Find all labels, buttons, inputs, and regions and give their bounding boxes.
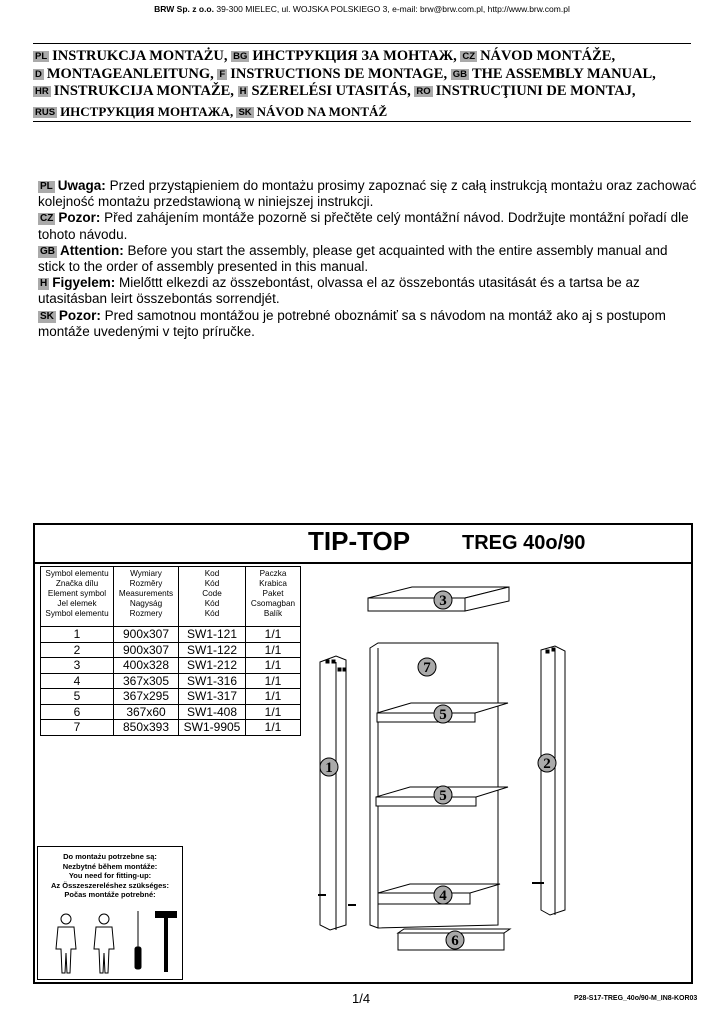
- lang-tag: CZ: [462, 51, 476, 62]
- warning-text: Before you start the assembly, please get acquainted with the entire assembly manual and stick to the order of assembly presented in this manual.: [38, 242, 668, 275]
- cell-code: SW1-408: [179, 704, 246, 720]
- tools-line: You need for fitting-up:: [68, 871, 152, 880]
- header-text: Paczka Krabica Paket Csomagban Balík: [250, 569, 296, 618]
- lang-tag: D: [35, 68, 42, 80]
- cell-package: 1/1: [246, 673, 301, 689]
- title-text: INSTRUKCJA MONTAŻU,: [52, 48, 228, 64]
- cell-symbol: 4: [41, 673, 114, 689]
- tools-line: Do montażu potrzebne są:: [63, 852, 157, 861]
- lang-tag: GB: [40, 245, 55, 257]
- warning-label: Figyelem:: [52, 275, 116, 291]
- lang-tag: PL: [35, 51, 48, 62]
- title-text: NÁVOD MONTÁŽE,: [480, 48, 616, 64]
- svg-text:4: 4: [439, 888, 447, 904]
- cell-symbol: 2: [41, 642, 114, 658]
- title-text: INSTRUCŢIUNI DE MONTAJ,: [435, 83, 636, 99]
- warning-text: Pred samotnou montážou je potrebné oboznámiť sa s návodom na montáž ako aj s postupom montáže uvedenými v tejto príručke.: [38, 307, 666, 339]
- part-label-4: [434, 886, 452, 904]
- part-label-5-upper: [434, 705, 452, 723]
- cell-symbol: 7: [41, 720, 114, 736]
- title-text: SZERELÉSI UTASITÁS,: [251, 83, 411, 99]
- warning-text: Przed przystąpieniem do montażu prosimy zapoznać się z całą instrukcją montażu oraz zachować kolejność montażu przedstawioną w niniejszej instrukcji.: [38, 178, 697, 210]
- title-text: NÁVOD NA MONTÁŽ: [256, 103, 388, 119]
- title-text: ИНСТРУКЦИЯ МОНТАЖА,: [60, 103, 234, 119]
- cell-size: 900x307: [114, 627, 179, 643]
- cell-package: 1/1: [246, 658, 301, 674]
- tools-line: Nezbytné během montáže:: [62, 861, 158, 871]
- lang-tag: HR: [35, 86, 49, 97]
- svg-text:7: 7: [423, 660, 431, 676]
- page-number: 1/4: [352, 991, 371, 1006]
- title-text: INSTRUCTIONS DE MONTAGE,: [230, 65, 448, 82]
- cell-symbol: 6: [41, 704, 114, 720]
- svg-text:6: 6: [451, 933, 459, 949]
- lang-tag: CZ: [40, 213, 54, 225]
- cell-package: 1/1: [246, 689, 301, 705]
- cell-code: SW1-121: [179, 627, 246, 643]
- header-text: Symbol elementu Značka dílu Element symbol Jel elemek Symbol elementu: [45, 569, 109, 618]
- lang-tag: H: [239, 86, 247, 97]
- title-text: INSTRUKCIJA MONTAŽE,: [53, 83, 234, 99]
- lang-tag: SK: [40, 310, 54, 322]
- part-label-3: [434, 591, 452, 609]
- header-text: Wymiary Rozměry Measurements Nagyság Rozmery: [118, 569, 174, 618]
- lang-tag: H: [40, 278, 48, 290]
- part-label-1: [320, 758, 338, 776]
- svg-text:5: 5: [439, 707, 447, 723]
- cell-package: 1/1: [246, 704, 301, 720]
- lang-tag: RUS: [35, 106, 56, 118]
- cell-symbol: 3: [41, 658, 114, 674]
- svg-text:2: 2: [543, 756, 551, 772]
- product-name: TIP-TOP: [308, 526, 411, 556]
- title-text: MONTAGEANLEITUNG,: [46, 65, 214, 82]
- title-text: THE ASSEMBLY MANUAL,: [471, 65, 656, 82]
- part-label-7: [418, 658, 436, 676]
- cell-code: SW1-212: [179, 658, 246, 674]
- svg-text:3: 3: [439, 593, 447, 609]
- cell-code: SW1-9905: [179, 720, 246, 736]
- product-model: TREG 40o/90: [462, 532, 586, 554]
- cell-symbol: 1: [41, 627, 114, 643]
- cell-size: 367x305: [114, 673, 179, 689]
- part-label-6: [446, 931, 464, 949]
- cell-symbol: 5: [41, 689, 114, 705]
- cell-package: 1/1: [246, 642, 301, 658]
- svg-text:5: 5: [439, 788, 447, 804]
- cell-package: 1/1: [246, 720, 301, 736]
- title-text: ИНСТРУКЦИЯ ЗА МОНТАЖ,: [252, 48, 457, 64]
- part-side-left: [318, 656, 356, 930]
- cell-code: SW1-122: [179, 642, 246, 658]
- warning-text: Mielőttt elkezdi az összebontást, olvassa el az összebontás utasitását és a tartsa be az utasitásban leirt összebontás sorrendjét.: [38, 275, 640, 307]
- lang-tag: BG: [233, 51, 248, 62]
- warning-label: Pozor:: [58, 307, 101, 323]
- cell-size: 850x393: [114, 720, 179, 736]
- company-name: BRW Sp. z o.o.: [154, 4, 214, 14]
- lang-tag: SK: [238, 106, 252, 118]
- cell-size: 900x307: [114, 642, 179, 658]
- warning-label: Attention:: [60, 242, 124, 258]
- svg-text:1: 1: [325, 760, 333, 776]
- part-label-2: [538, 754, 556, 772]
- tools-line: Počas montáže potrebné:: [64, 890, 156, 899]
- cell-size: 367x60: [114, 704, 179, 720]
- part-side-right: [532, 646, 565, 915]
- tools-line: Az Összeszereléshez szükséges:: [51, 880, 169, 890]
- header-text: Kod Kód Code Kód Kód: [202, 569, 222, 618]
- cell-size: 367x295: [114, 689, 179, 705]
- cell-package: 1/1: [246, 627, 301, 643]
- document-code: P28-S17-TREG_40o/90-M_IN8-KOR03: [574, 995, 698, 1002]
- warning-text: Před zahájením montáže pozorně si přečtěte celý montážní návod. Dodržujte montážní pořadí dle tohoto návodu.: [38, 210, 689, 242]
- lang-tag: F: [219, 68, 226, 80]
- lang-tag: PL: [40, 181, 53, 192]
- company-address: 39-300 MIELEC, ul. WOJSKA POLSKIEGO 3, e-mail: brw@brw.com.pl, http://www.brw.com.pl: [216, 4, 570, 14]
- lang-tag: RO: [416, 86, 431, 97]
- cell-code: SW1-317: [179, 689, 246, 705]
- lang-tag: GB: [452, 68, 467, 80]
- part-label-5-lower: [434, 786, 452, 804]
- cell-code: SW1-316: [179, 673, 246, 689]
- warning-label: Pozor:: [58, 210, 101, 226]
- cell-size: 400x328: [114, 658, 179, 674]
- warning-label: Uwaga:: [57, 178, 106, 193]
